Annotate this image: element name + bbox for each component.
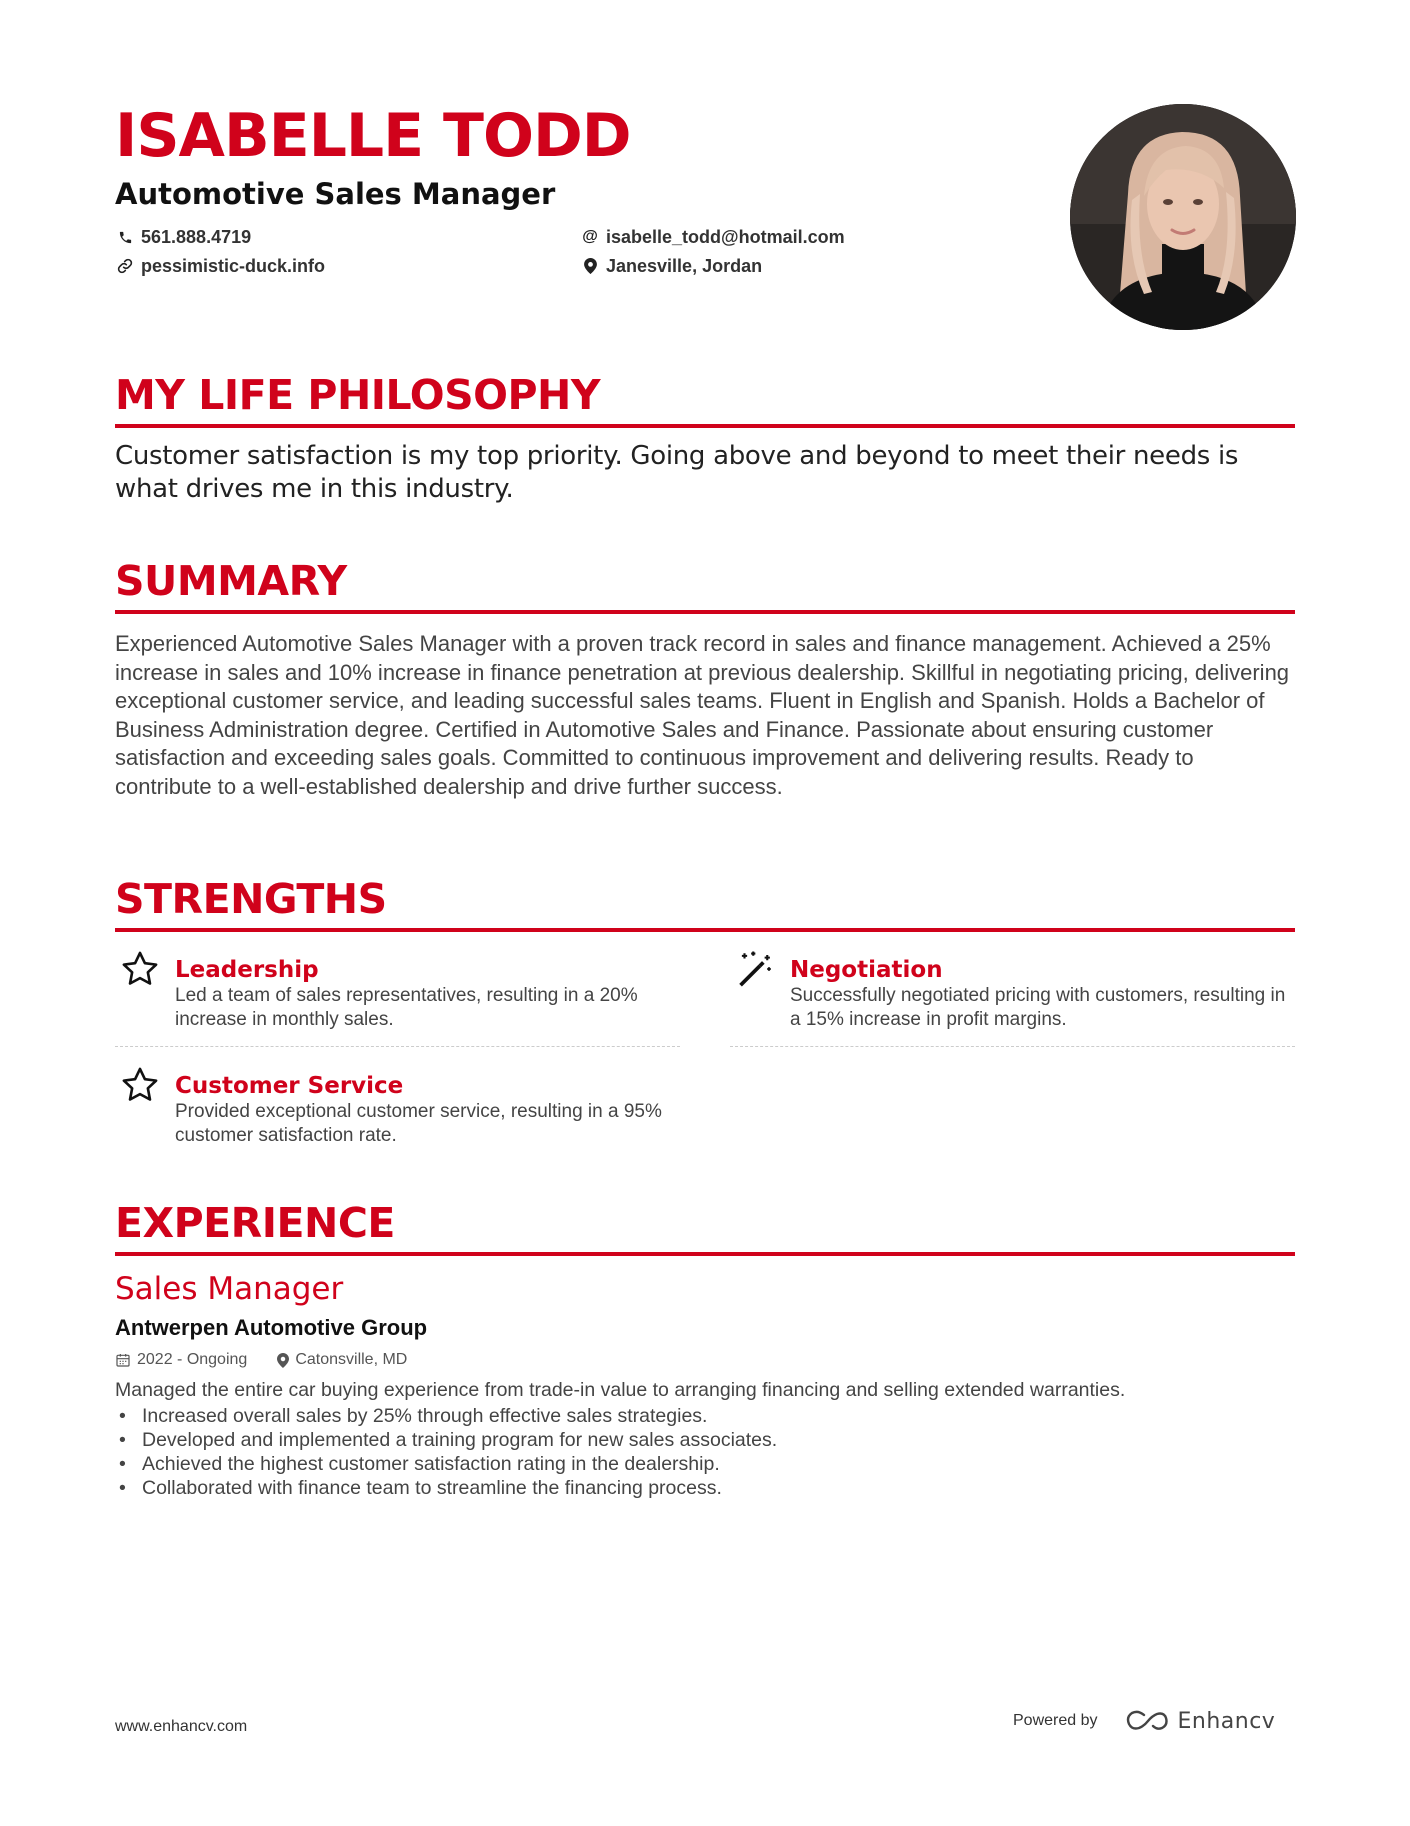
resume-header	[115, 100, 1055, 277]
section-divider	[115, 424, 1295, 428]
enhancv-logo-icon	[1124, 1708, 1170, 1734]
powered-by-label: Powered by	[1013, 1712, 1098, 1729]
star-icon	[119, 1064, 161, 1106]
map-pin-icon	[277, 1353, 289, 1368]
phone-icon	[115, 228, 135, 246]
footer-website[interactable]: www.enhancv.com	[115, 1718, 248, 1735]
job-meta	[115, 1350, 1295, 1370]
experience-heading: EXPERIENCE	[115, 1199, 395, 1247]
strength-title: Customer Service	[175, 1073, 404, 1099]
candidate-name: ISABELLE TODD	[115, 101, 631, 171]
job-location	[277, 1351, 407, 1369]
contact-location	[580, 255, 980, 277]
profile-photo	[1070, 104, 1296, 330]
summary-text: Experienced Automotive Sales Manager with a proven track record in sales and finance management. Achieved a 25% increase in sales and 10% increase in finance penetration at previous dealership. Skillful in negotiating pricing, delivering exceptional customer service, and leading successful sales teams. Fluent in English and Spanish. Holds a Bachelor of Business Administration degree. Certified in Automotive Sales and Finance. Passionate about ensuring customer satisfaction and exceeding sales goals. Committed to continuous improvement and delivering results. Ready to contribute to a well-established dealership and drive further success.	[115, 631, 1290, 799]
job-bullet: • Achieved the highest customer satisfaction rating in the dealership.	[115, 1452, 1295, 1476]
strength-description: Led a team of sales representatives, resulting in a 20% increase in monthly sales.	[175, 985, 638, 1030]
philosophy-section	[115, 370, 1295, 506]
job-dates	[115, 1351, 247, 1369]
summary-heading: SUMMARY	[115, 557, 347, 605]
philosophy-heading: MY LIFE PHILOSOPHY	[115, 371, 601, 419]
strength-description: Provided exceptional customer service, resulting in a 95% customer satisfaction rate.	[175, 1101, 662, 1146]
strength-divider	[115, 1046, 680, 1047]
job-bullet: • Increased overall sales by 25% through effective sales strategies.	[115, 1404, 1295, 1428]
website-text: pessimistic-duck.info	[141, 255, 326, 276]
summary-section	[115, 556, 1295, 801]
job-role: Sales Manager	[115, 1271, 344, 1307]
candidate-title: Automotive Sales Manager	[115, 177, 556, 211]
job-location-text: Catonsville, MD	[295, 1351, 408, 1368]
contact-email[interactable]	[580, 226, 980, 248]
map-pin-icon	[580, 257, 600, 275]
enhancv-brand: Enhancv	[1177, 1708, 1276, 1734]
strength-description: Successfully negotiated pricing with customers, resulting in a 15% increase in profit margins.	[790, 985, 1286, 1030]
job-description: Managed the entire car buying experience from trade-in value to arranging financing and selling extended warranties.	[115, 1379, 1126, 1401]
link-icon	[115, 257, 135, 275]
job-bullet: • Collaborated with finance team to streamline the financing process.	[115, 1476, 1295, 1500]
contact-website[interactable]	[115, 255, 580, 277]
email-text: isabelle_todd@hotmail.com	[606, 226, 845, 247]
location-text: Janesville, Jordan	[606, 255, 763, 276]
strength-title: Negotiation	[790, 957, 943, 983]
strength-item	[115, 938, 680, 1047]
magic-wand-icon	[734, 948, 776, 990]
calendar-icon	[115, 1352, 131, 1368]
job-entry	[115, 1270, 1295, 1500]
strengths-grid	[115, 938, 1295, 1168]
job-dates-text: 2022 - Ongoing	[137, 1351, 248, 1368]
strength-item	[730, 938, 1295, 1047]
phone-text: 561.888.4719	[141, 226, 252, 247]
contact-phone[interactable]	[115, 226, 580, 248]
experience-section	[115, 1198, 1295, 1500]
section-divider	[115, 610, 1295, 614]
footer-branding[interactable]	[1013, 1708, 1275, 1734]
section-divider	[115, 1252, 1295, 1256]
strengths-section	[115, 874, 1295, 1168]
strengths-heading: STRENGTHS	[115, 875, 387, 923]
strength-item	[115, 1054, 680, 1148]
job-company: Antwerpen Automotive Group	[115, 1315, 428, 1340]
strength-divider	[730, 1046, 1295, 1047]
contact-info	[115, 226, 1055, 277]
philosophy-text: Customer satisfaction is my top priority. Going above and beyond to meet their needs is what drives me in this industry.	[115, 441, 1239, 504]
section-divider	[115, 928, 1295, 932]
strength-title: Leadership	[175, 957, 319, 983]
job-bullets	[115, 1404, 1295, 1500]
job-bullet: • Developed and implemented a training program for new sales associates.	[115, 1428, 1295, 1452]
star-icon	[119, 948, 161, 990]
at-icon: @	[582, 228, 598, 245]
